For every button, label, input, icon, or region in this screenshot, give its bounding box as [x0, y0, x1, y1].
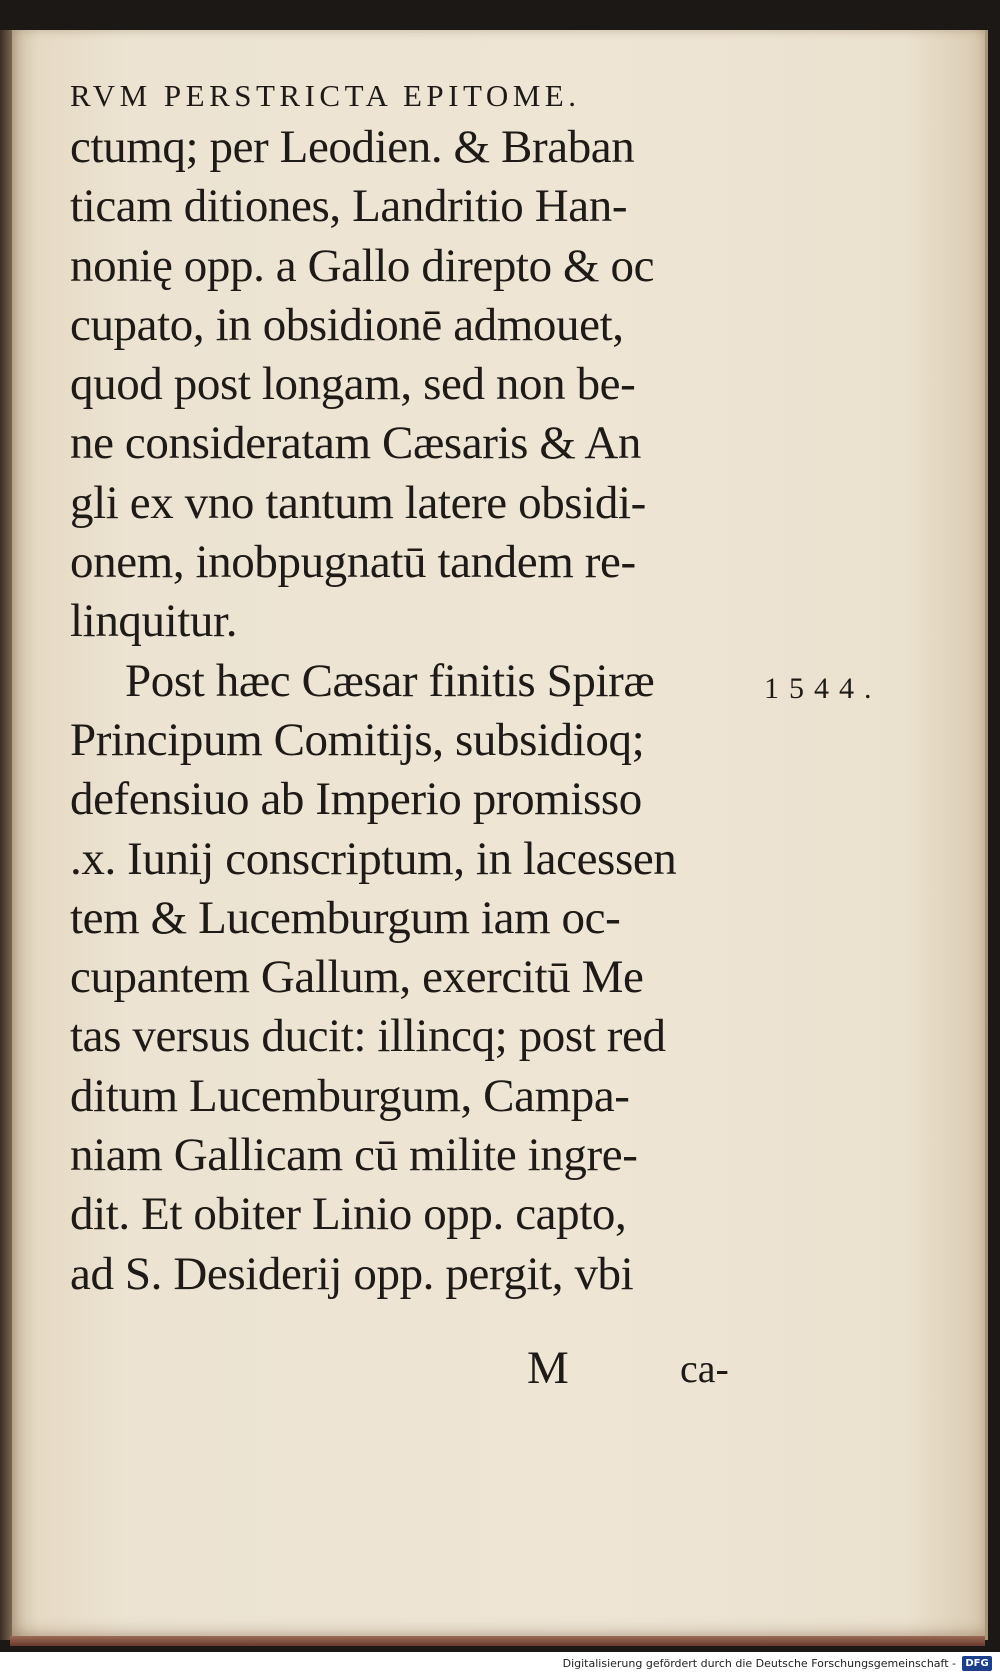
text-line: niam Gallicam cū milite ingre-	[70, 1129, 638, 1182]
text-line: tem & Lucemburgum iam oc-	[70, 891, 621, 944]
text-line: cupantem Gallum, exercitū Me	[70, 951, 644, 1004]
text-line: dit. Et obiter Linio opp. capto,	[70, 1188, 627, 1241]
catchword: ca-	[680, 1346, 729, 1391]
page-bottom-edge	[10, 1636, 985, 1646]
text-line: defensiuo ab Imperio promisso	[70, 773, 642, 826]
signature-mark: M	[527, 1342, 569, 1394]
text-line: ad S. Desiderij opp. pergit, vbi	[70, 1247, 634, 1300]
body-text	[70, 118, 760, 1304]
text-line: tas versus ducit: illincq; post red	[70, 1010, 666, 1063]
text-line: gli ex vno tantum latere obsidi-	[70, 476, 646, 529]
text-line: ctumq; per Leodien. & Braban	[70, 121, 635, 173]
text-line: quod post longam, sed non be-	[70, 358, 636, 411]
margin-note-year: 1544.	[764, 672, 882, 705]
text-line: .x. Iunij conscriptum, in lacessen	[70, 832, 677, 885]
text-line: nonię opp. a Gallo direpto & oc	[70, 239, 655, 292]
digitization-credit: Digitalisierung gefördert durch die Deutsche Forschungsgemeinschaft -	[562, 1657, 956, 1670]
dfg-logo-badge: DFG	[962, 1656, 992, 1671]
text-line: ticam ditiones, Landritio Han-	[70, 180, 628, 233]
running-head: RVM PERSTRICTA EPITOME.	[70, 78, 581, 113]
text-line: ne consideratam Cæsaris & An	[70, 417, 641, 470]
text-line: onem, inobpugnatū tandem re-	[70, 536, 636, 589]
text-line: ditum Lucemburgum, Campa-	[70, 1069, 630, 1122]
text-line: Principum Comitijs, subsidioq;	[70, 713, 645, 766]
text-line-paragraph-start: Post hæc Cæsar finitis Spiræ	[125, 654, 655, 707]
text-line: linquitur.	[70, 595, 238, 648]
text-line: cupato, in obsidionē admouet,	[70, 298, 624, 351]
page-gutter-shadow	[0, 30, 12, 1640]
